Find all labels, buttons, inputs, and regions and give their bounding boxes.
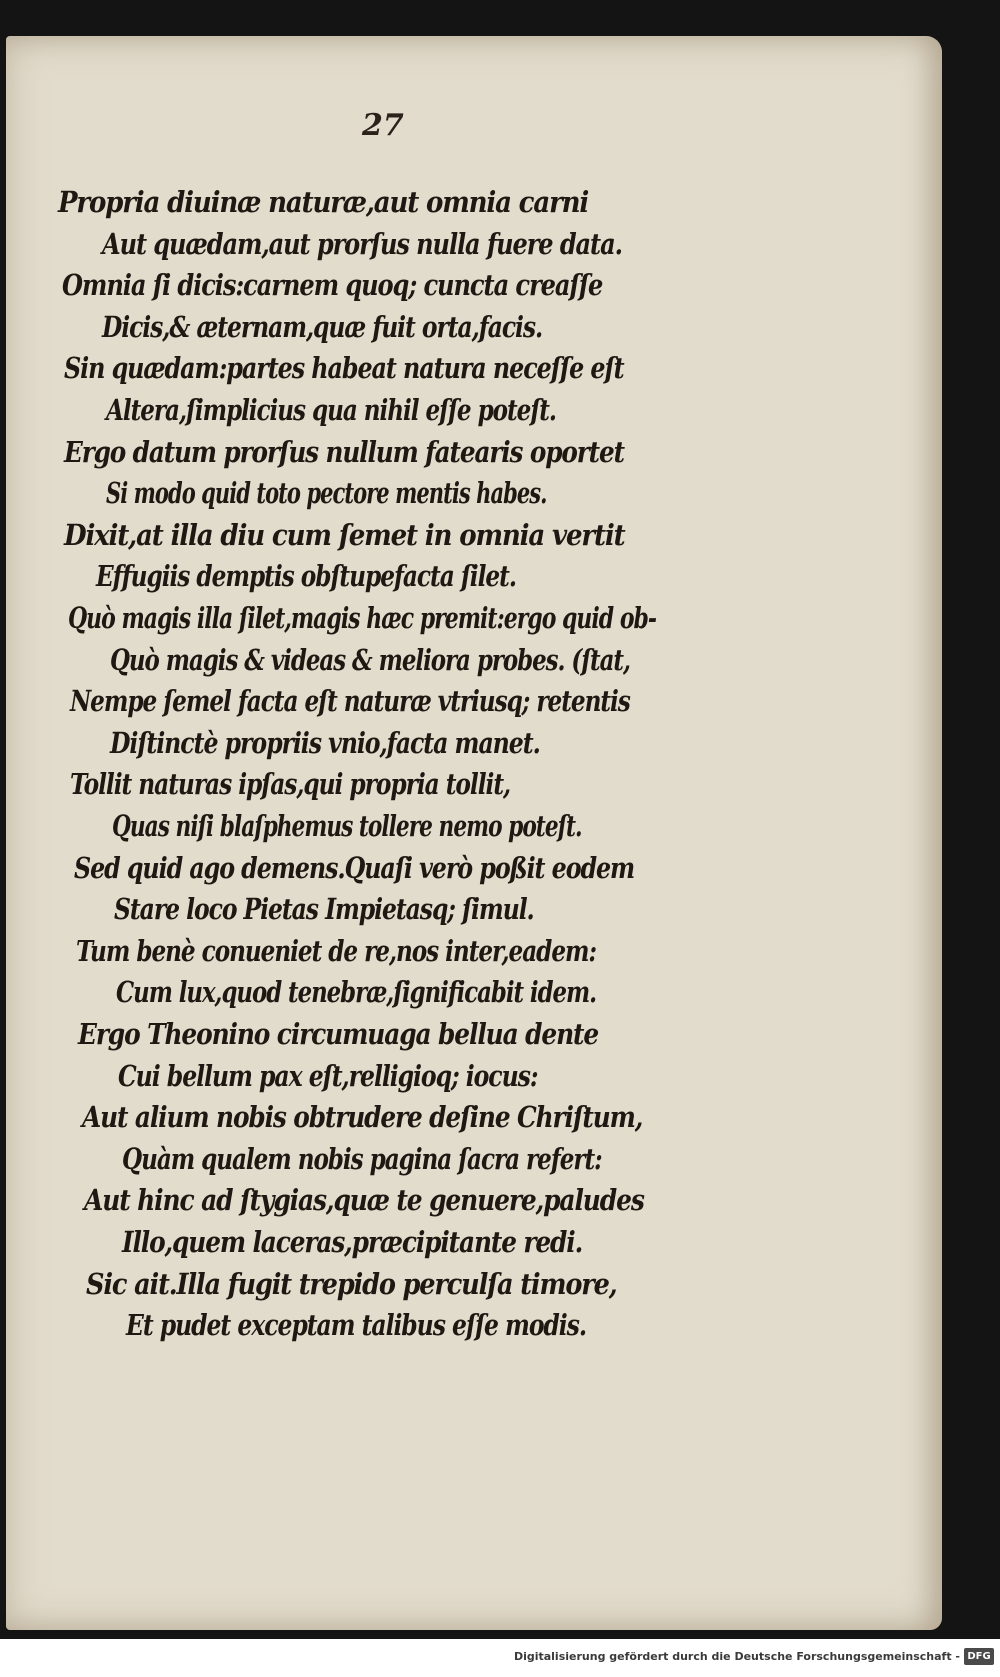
- verse-line: Sin quædam:partes habeat natura neceſſe eſt: [64, 351, 624, 386]
- page-number: 27: [362, 108, 404, 143]
- verse-line: Quò magis & videas & meliora probes. (ſtat,: [110, 642, 630, 677]
- verse-line: Dicis,& æternam,quæ fuit orta,facis.: [102, 309, 543, 344]
- verse-line: Dixit,at illa diu cum ſemet in omnia vertit: [64, 517, 625, 552]
- verse-line: Propria diuinæ naturæ,aut omnia carni: [58, 185, 589, 219]
- verse-line: Ergo datum prorſus nullum fatearis oportet: [64, 434, 624, 469]
- verse-line: Quàm qualem nobis pagina ſacra refert:: [122, 1141, 602, 1176]
- verse-line: Cum lux,quod tenebræ,ſignificabit idem.: [116, 975, 597, 1010]
- verse-line: Tollit naturas ipſas,qui propria tollit,: [70, 767, 511, 802]
- verse-line: Aut alium nobis obtrudere deſine Chriſtum,: [82, 1100, 643, 1135]
- dfg-logo: DFG: [964, 1648, 994, 1665]
- book-page: [6, 36, 942, 1630]
- verse-line: Quas niſi blaſphemus tollere nemo poteſt.: [112, 809, 582, 843]
- verse-line: Stare loco Pietas Impietasq; ſimul.: [114, 892, 534, 927]
- verse-line: Tum benè conueniet de re,nos inter,eadem:: [76, 933, 596, 968]
- verse-line: Nempe ſemel facta eſt naturæ vtriusq; retentis: [70, 684, 630, 719]
- verse-line: Illo,quem laceras,præcipitante redi.: [122, 1225, 583, 1259]
- verse-line: Sic ait.Illa fugit trepido perculſa timore,: [86, 1266, 617, 1301]
- verse-line: Aut hinc ad ſtygias,quæ te genuere,paludes: [84, 1183, 644, 1218]
- verse-line: Et pudet exceptam talibus eſſe modis.: [126, 1308, 586, 1343]
- verse-line: Cui bellum pax eſt,relligioq; iocus:: [118, 1058, 538, 1093]
- verse-line: Omnia ſi dicis:carnem quoq; cuncta creaſſe: [62, 268, 603, 303]
- verse-line: Aut quædam,aut prorſus nulla fuere data.: [102, 226, 622, 261]
- verse-line: Altera,ſimplicius qua nihil eſſe poteſt.: [106, 393, 556, 427]
- verse-line: Sed quid ago demens.Quaſi verò poßit eodem: [74, 850, 635, 885]
- verse-line: Diſtinctè propriis vnio,facta manet.: [110, 725, 540, 760]
- digitization-credit: Digitalisierung gefördert durch die Deutsche Forschungsgemeinschaft -: [513, 1650, 960, 1663]
- verse-line: Ergo Theonino circumuaga bellua dente: [78, 1017, 599, 1051]
- verse-line: Si modo quid toto pectore mentis habes.: [106, 476, 547, 511]
- footer-bar: [0, 1639, 1000, 1677]
- verse-line: Quò magis illa ſilet,magis hæc premit:ergo quid ob-: [68, 601, 657, 635]
- verse-line: Effugiis demptis obſtupefacta ſilet.: [96, 559, 516, 594]
